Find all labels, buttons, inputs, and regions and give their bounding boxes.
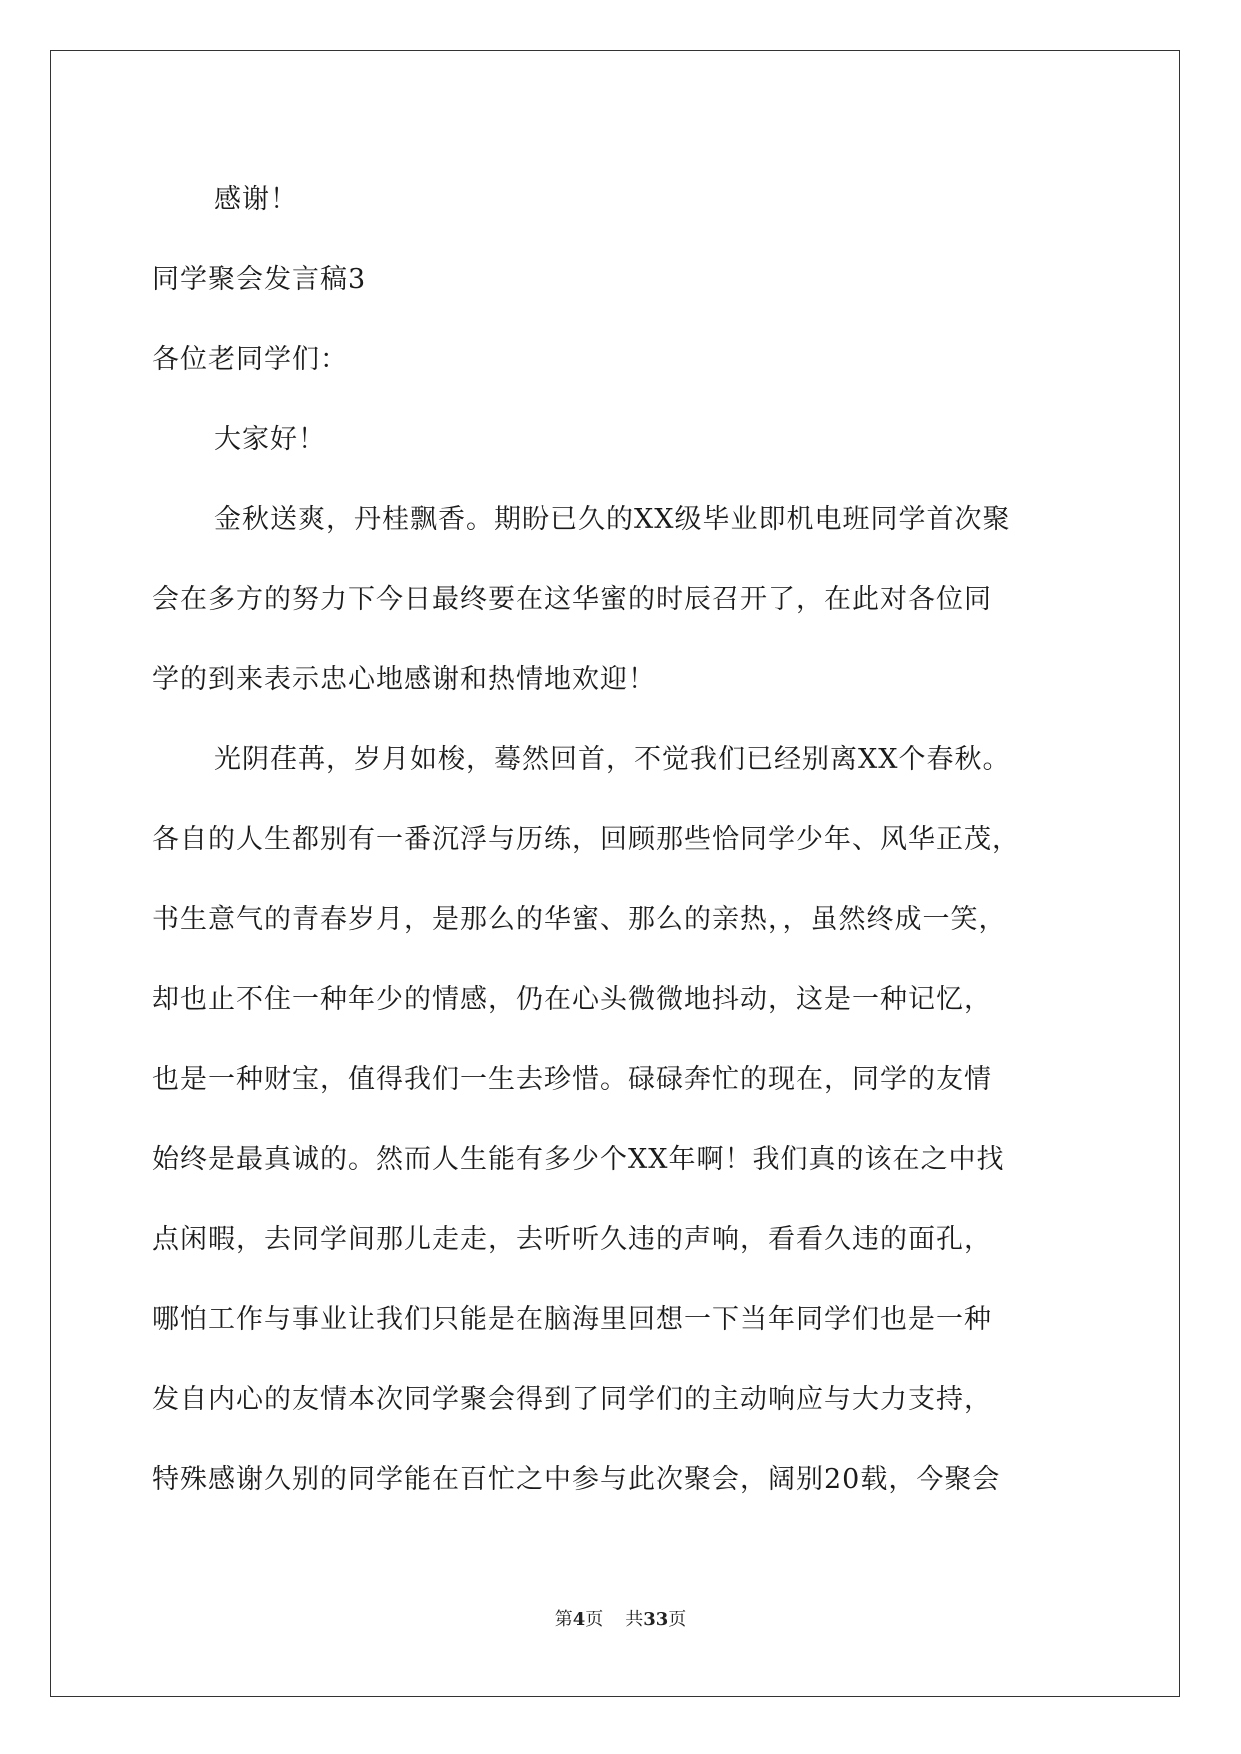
page-suffix: 页 <box>585 1609 604 1630</box>
paragraph-line: 书生意气的青春岁月，是那么的华蜜、那么的亲热，，虽然终成一笑， <box>152 904 1007 935</box>
total-pages: 33 <box>643 1609 669 1630</box>
page-number: 4 <box>572 1609 586 1630</box>
salutation: 各位老同学们： <box>152 344 348 375</box>
paragraph-line: 点闲暇，去同学间那儿走走，去听听久违的声响，看看久违的面孔， <box>152 1224 992 1255</box>
paragraph-line: 发自内心的友情本次同学聚会得到了同学们的主动响应与大力支持， <box>152 1384 992 1415</box>
paragraph-line: 哪怕工作与事业让我们只能是在脑海里回想一下当年同学们也是一种 <box>152 1304 992 1335</box>
total-prefix: 共 <box>625 1609 644 1630</box>
paragraph-line: 感谢！ <box>214 184 298 215</box>
greeting: 大家好！ <box>214 424 326 455</box>
paragraph-line: 特殊感谢久别的同学能在百忙之中参与此次聚会，阔别20载，今聚会 <box>152 1464 1001 1495</box>
paragraph-line: 始终是最真诚的。然而人生能有多少个XX年啊！我们真的该在之中找 <box>152 1144 1005 1175</box>
paragraph-line: 会在多方的努力下今日最终要在这华蜜的时辰召开了，在此对各位同 <box>152 584 992 615</box>
paragraph-line: 学的到来表示忠心地感谢和热情地欢迎！ <box>152 664 656 695</box>
total-suffix: 页 <box>668 1609 687 1630</box>
document-body <box>152 160 1087 1520</box>
paragraph-line: 也是一种财宝，值得我们一生去珍惜。碌碌奔忙的现在，同学的友情 <box>152 1064 992 1095</box>
paragraph-line: 光阴荏苒，岁月如梭，蓦然回首，不觉我们已经别离XX个春秋。 <box>214 744 1011 775</box>
section-heading: 同学聚会发言稿3 <box>152 264 367 295</box>
paragraph-line: 金秋送爽，丹桂飘香。期盼已久的XX级毕业即机电班同学首次聚 <box>214 504 1011 535</box>
page-footer <box>0 1608 1241 1632</box>
paragraph-line: 却也止不住一种年少的情感，仍在心头微微地抖动，这是一种记忆， <box>152 984 992 1015</box>
paragraph-line: 各自的人生都别有一番沉浮与历练，回顾那些恰同学少年、风华正茂， <box>152 824 1020 855</box>
page-prefix: 第 <box>554 1609 573 1630</box>
